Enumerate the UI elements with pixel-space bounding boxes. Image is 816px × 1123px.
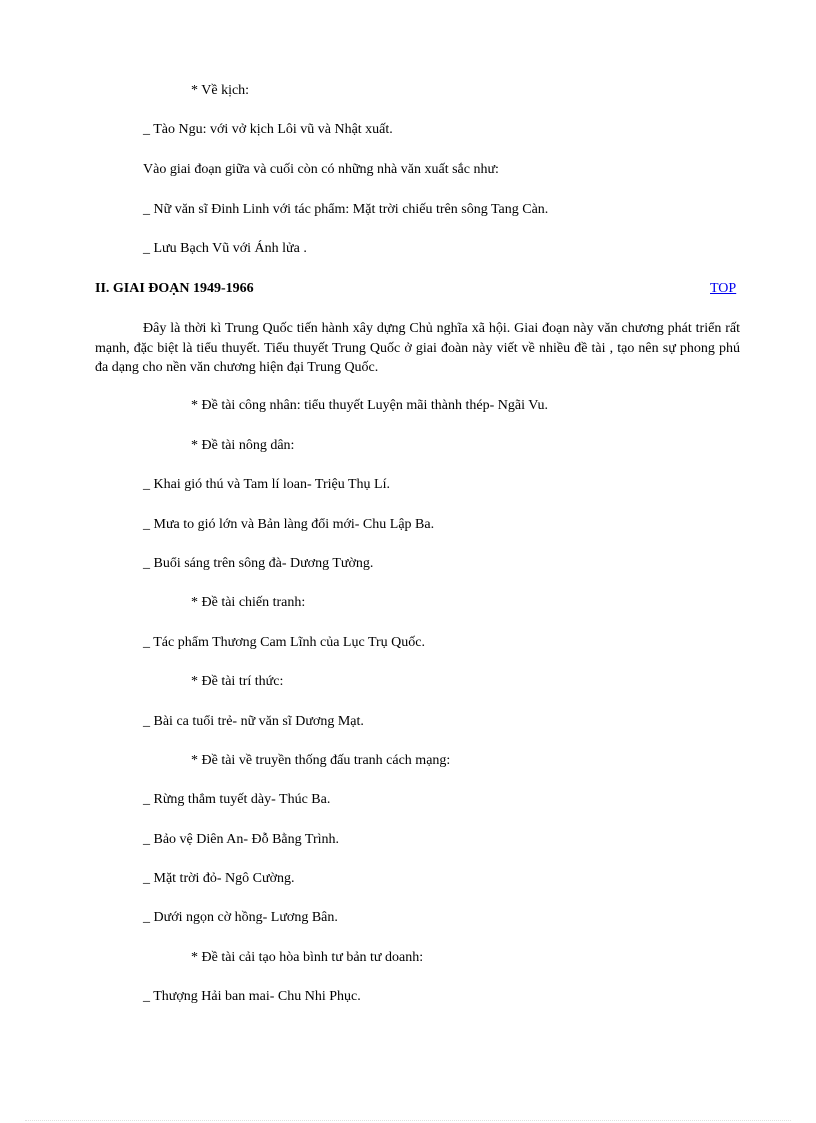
subheading-drama: * Về kịch:: [191, 83, 250, 98]
subheading-topic: * Đề tài nông dân:: [191, 438, 295, 453]
list-item: _ Bài ca tuổi trẻ- nữ văn sĩ Dương Mạt.: [143, 714, 364, 729]
list-item: _ Thượng Hải ban mai- Chu Nhi Phục.: [143, 989, 361, 1004]
list-item: _ Mưa to gió lớn và Bản làng đổi mới- Chu Lập Ba.: [143, 517, 435, 532]
subheading-topic: * Đề tài về truyền thống đấu tranh cách mạng:: [191, 753, 451, 768]
list-item: _ Tác phẩm Thương Cam Lĩnh của Lục Trụ Quốc.: [143, 635, 425, 650]
list-item: _ Dưới ngọn cờ hồng- Lương Bân.: [143, 910, 338, 925]
list-item: _ Nữ văn sĩ Đinh Linh với tác phẩm: Mặt trời chiếu trên sông Tang Càn.: [143, 202, 549, 217]
section-paragraph: Đây là thời kì Trung Quốc tiến hành xây dựng Chủ nghĩa xã hội. Giai đoạn này văn chương phát triển rất mạnh, đặc biệt là tiểu thuyết. Tiểu thuyết Trung Quốc ở giai đoàn này viết về nhiều đề tài , tạo nên sự phong phú đa dạng cho nền văn chương hiện đại Trung Quốc.: [95, 321, 740, 375]
list-item: _ Khai gió thú và Tam lí loan- Triệu Thụ Lí.: [143, 477, 390, 492]
section-heading: II. GIAI ĐOẠN 1949-1966: [95, 281, 254, 296]
page-bottom-divider: [25, 1120, 791, 1121]
top-link[interactable]: TOP: [710, 281, 737, 296]
subheading-topic: * Đề tài công nhân: tiểu thuyết Luyện mãi thành thép- Ngãi Vu.: [191, 398, 548, 413]
intro-line: Vào giai đoạn giữa và cuối còn có những nhà văn xuất sắc như:: [143, 162, 499, 177]
subheading-topic: * Đề tài cải tạo hòa bình tư bản tư doanh:: [191, 950, 424, 965]
list-item: _ Buổi sáng trên sông đà- Dương Tường.: [143, 556, 374, 571]
list-item: _ Rừng thẳm tuyết dày- Thúc Ba.: [143, 792, 331, 807]
list-item: _ Tào Ngu: với vở kịch Lôi vũ và Nhật xuất.: [143, 122, 393, 137]
subheading-topic: * Đề tài chiến tranh:: [191, 595, 306, 610]
list-item: _ Bảo vệ Diên An- Đỗ Bằng Trình.: [143, 832, 339, 847]
list-item: _ Lưu Bạch Vũ với Ánh lửa .: [143, 241, 307, 256]
list-item: _ Mặt trời đỏ- Ngô Cường.: [143, 871, 295, 886]
subheading-topic: * Đề tài trí thức:: [191, 674, 284, 689]
